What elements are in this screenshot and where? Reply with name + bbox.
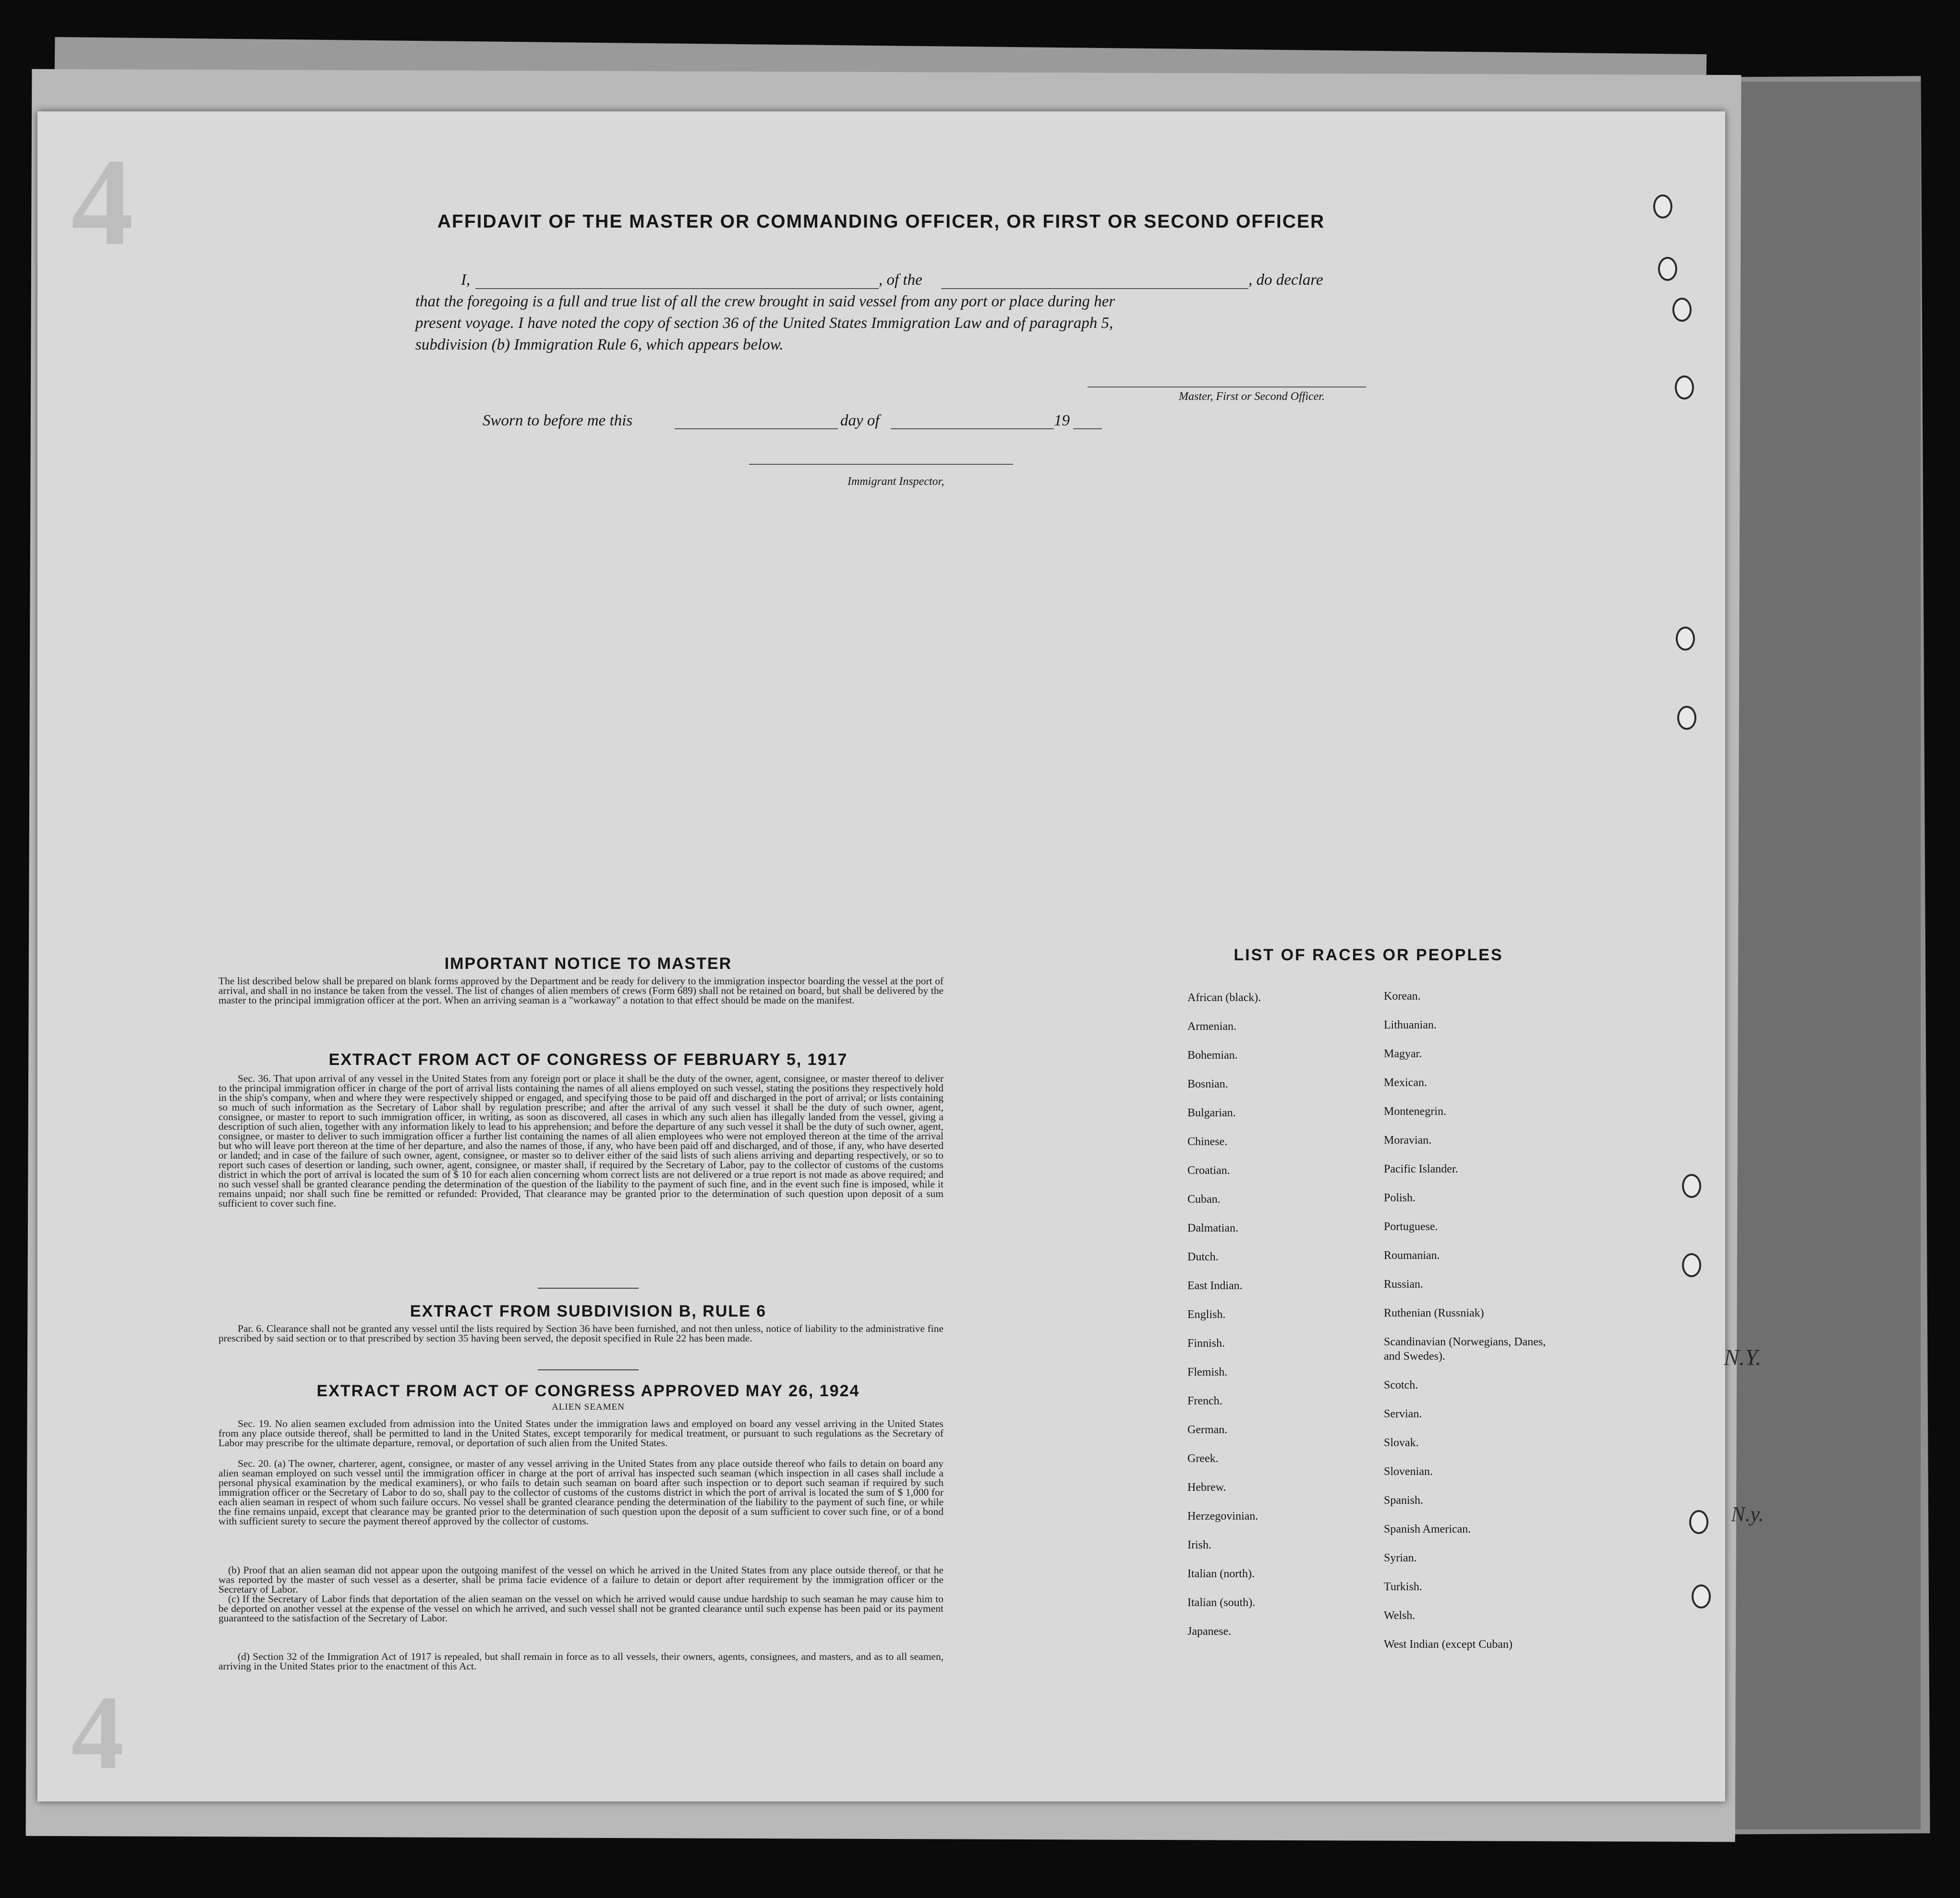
- race-item: French.: [1187, 1395, 1222, 1407]
- punch-hole: [1676, 627, 1695, 651]
- vessel-prefix: , of the: [879, 271, 922, 289]
- race-item: Mexican.: [1384, 1076, 1427, 1089]
- extract-1924-sec20a: Sec. 20. (a) The owner, charterer, agent, consignee, or master of any vessel arriving in the United States from any place outside thereof who fails to detain on board any alien seaman employed on such vessel until the immigration officer in charge at the port of arrival has inspected such seaman (which inspection in all cases shall include a personal physical examination by the medical examiners), or who fails to detain such seaman on board after such inspection or to deport such seaman if required by such immigration officer or the Secretary of Labor to do so, shall pay to the collector of customs of the customs district in which the port of arrival is located the sum of $ 1,000 for each alien seaman in respect of whom such failure occurs. No vessel shall be granted clearance pending the determination of the liability to the payment of such fine, or while the fine remains unpaid, except that clearance may be granted prior to the determination of such question upon the deposit of a sum sufficient to cover such fine, or of a bond with sufficient surety to secure the payment thereof approved by the collector of customs.: [218, 1458, 944, 1527]
- race-item: English.: [1187, 1308, 1226, 1321]
- race-item: Italian (south).: [1187, 1596, 1256, 1609]
- affidavit-title: AFFIDAVIT OF THE MASTER OR COMMANDING OFFICER, OR FIRST OR SECOND OFFICER: [437, 211, 1325, 232]
- signature-label: Master, First or Second Officer.: [1179, 390, 1325, 403]
- race-item: Italian (north).: [1187, 1568, 1255, 1580]
- sworn-year-prefix: 19: [1054, 412, 1070, 429]
- affidavit-line-2: that the foregoing is a full and true list of all the crew brought in said vessel from any port or place during her: [415, 293, 1115, 310]
- race-item: Spanish.: [1384, 1494, 1424, 1507]
- underlying-page-edge: [1729, 82, 1921, 1829]
- extract-rule6-title: EXTRACT FROM SUBDIVISION B, RULE 6: [410, 1302, 767, 1320]
- extract-rule6-text: Par. 6. Clearance shall not be granted any vessel until the lists required by Section 36 have been furnished, and not then unless, notice of liability to the administrative fine prescribed by said section or to that prescribed by section 35 having been served, the deposit specified in Rule 22 has been made.: [218, 1323, 944, 1344]
- handwritten-mark: N.Y.: [1724, 1345, 1762, 1370]
- punch-hole: [1682, 1253, 1701, 1277]
- race-item: Bulgarian.: [1187, 1107, 1236, 1119]
- race-item: East Indian.: [1187, 1280, 1243, 1292]
- race-item: Lithuanian.: [1384, 1019, 1437, 1031]
- extract-1924-sec19: Sec. 19. No alien seamen excluded from admission into the United States under the immigration laws and employed on board any vessel arriving in the United States from any place outside thereof, shall be permitted to land in the United States, except temporarily for medical treatment, or pursuant to such regulations as the Secretary of Labor may prescribe for the ultimate departure, removal, or deportation of such alien from the United States.: [218, 1418, 944, 1449]
- race-item: Herzegovinian.: [1187, 1510, 1258, 1523]
- extract-1924-sec20c: (c) If the Secretary of Labor finds that deportation of the alien seaman on the vessel on which he arrived would cause undue hardship to such seaman he may cause him to be deported on another vessel at the expense of the vessel on which he arrived, and such vessel shall not be granted clearance until such expense has been paid or its payment guaranteed to the satisfaction of the Secretary of Labor.: [218, 1593, 944, 1624]
- bleed-through-number: 4: [71, 133, 133, 271]
- extract-1924-title: EXTRACT FROM ACT OF CONGRESS APPROVED MAY 26, 1924: [316, 1382, 860, 1400]
- race-item: Chinese.: [1187, 1136, 1228, 1148]
- race-item: Hebrew.: [1187, 1481, 1226, 1494]
- sworn-year-line: [1073, 428, 1102, 429]
- race-item: Japanese.: [1187, 1625, 1232, 1638]
- race-item: Montenegrin.: [1384, 1105, 1446, 1118]
- section-divider: [538, 1369, 639, 1370]
- races-right-column: [1384, 989, 1557, 1666]
- race-item: Slovak.: [1384, 1437, 1419, 1449]
- extract-1924-sec20b: (b) Proof that an alien seaman did not appear upon the outgoing manifest of the vessel on which he arrived in the United States from any place outside thereof, or that he was reported by the master of such vessel as a deserter, shall be prima facie evidence of a failure to detain or deport after requirement by the immigration officer or the Secretary of Labor.: [218, 1564, 944, 1595]
- race-item: Bosnian.: [1187, 1078, 1228, 1090]
- sworn-month-prefix: day of: [840, 412, 880, 429]
- declarant-name-line: [475, 288, 879, 289]
- race-item: Pacific Islander.: [1384, 1163, 1458, 1175]
- punch-hole: [1653, 194, 1672, 218]
- punch-hole: [1672, 298, 1692, 322]
- section-divider: [538, 1288, 639, 1289]
- extract-1924-sec20d: (d) Section 32 of the Immigration Act of 1917 is repealed, but shall remain in force as to all vessels, their owners, agents, consignees, and masters, and as to all seamen, arriving in the United States prior to the enactment of this Act.: [218, 1651, 944, 1672]
- vessel-name-line: [941, 288, 1248, 289]
- race-item: Spanish American.: [1384, 1523, 1471, 1535]
- race-item: Polish.: [1384, 1192, 1416, 1204]
- race-item: Syrian.: [1384, 1552, 1417, 1564]
- punch-hole: [1658, 257, 1677, 281]
- declaration-suffix: , do declare: [1248, 271, 1323, 289]
- affidavit-line-3: present voyage. I have noted the copy of section 36 of the United States Immigration Law and of paragraph 5,: [415, 314, 1113, 332]
- races-title: LIST OF RACES OR PEOPLES: [1234, 946, 1503, 964]
- sworn-month-line: [891, 428, 1054, 429]
- race-item: Korean.: [1384, 990, 1421, 1003]
- sworn-day-line: [675, 428, 838, 429]
- race-item: Russian.: [1384, 1278, 1424, 1291]
- inspector-label: Immigrant Inspector,: [847, 475, 944, 488]
- race-item: Magyar.: [1384, 1048, 1422, 1060]
- extract-1917-text: Sec. 36. That upon arrival of any vessel in the United States from any foreign port or place it shall be the duty of the owner, agent, consignee, or master thereof to deliver to the principal immigration officer in charge of the port of arrival lists containing the names of all aliens employed on such vessel, stating the positions they respectively hold in the ship's company, when and where they were respectively shipped or engaged, and specifying those to be paid off and discharged in the port of arrival; or lists containing so much of such information as the Secretary of Labor shall by regulation prescribe; and after the arrival of any such vessel it shall be the duty of such owner, agent, consignee, or master to report to such immigration officer, in writing, as soon as discovered, all cases in which any such alien has illegally landed from the vessel, giving a description of such alien, together with any information likely to lead to his apprehension; and before the departure of any such vessel it shall be the duty of such owner, agent, consignee, or master to deliver to such immigration officer a further list containing the names of all alien employees who were not employed thereon at the time of the arrival but who will leave port thereon at the time of her departure, and also the names of those, if any, who have been paid off and discharged, and of those, if any, who have deserted or landed; and in case of the failure of such owner, agent, consignee, or master so to deliver either of the said lists of such aliens arriving and departing respectively, or so to report such cases of desertion or landing, such owner, agent, consignee, or master shall, if required by the Secretary of Labor, pay to the collector of customs of the customs district in which the port of arrival is located the sum of $ 10 for each alien concerning whom correct lists are not delivered or a true report is not made as above required; and no such vessel shall be granted clearance pending the determination of the question of the liability to the payment of such fine, and in the event such fine is imposed, while it remains unpaid; nor shall such fine be remitted or refunded: Provided, That clearance may be granted prior to the determination of such question upon deposit of a sum sufficient to cover such fine.: [218, 1073, 944, 1209]
- race-item: Cuban.: [1187, 1193, 1221, 1206]
- punch-hole: [1689, 1510, 1708, 1534]
- race-item: Greek.: [1187, 1452, 1219, 1465]
- affidavit-line-4: subdivision (b) Immigration Rule 6, which appears below.: [415, 336, 784, 353]
- race-item: Dalmatian.: [1187, 1222, 1238, 1234]
- punch-hole: [1692, 1584, 1711, 1608]
- sworn-prefix: Sworn to before me this: [483, 412, 633, 429]
- punch-hole: [1682, 1174, 1701, 1198]
- race-item: Welsh.: [1384, 1609, 1416, 1622]
- extract-1917-title: EXTRACT FROM ACT OF CONGRESS OF FEBRUARY 5, 1917: [328, 1051, 848, 1069]
- race-item: Flemish.: [1187, 1366, 1228, 1378]
- punch-hole: [1675, 375, 1694, 399]
- inspector-signature-line: [749, 464, 1013, 465]
- race-item: Ruthenian (Russniak): [1384, 1307, 1484, 1319]
- punch-hole: [1677, 706, 1696, 730]
- notice-text: The list described below shall be prepared on blank forms approved by the Department and be ready for delivery to the immigration inspector boarding the vessel at the port of arrival, and shall in no instance be taken from the vessel. The list of changes of alien members of crews (Form 689) shall not be retained on board, but shall be delivered by the master to the principal immigration officer at the port. When an arriving seaman is a "workaway" a notation to that effect should be made on the manifest.: [218, 975, 944, 1006]
- notice-title: IMPORTANT NOTICE TO MASTER: [444, 955, 732, 973]
- race-item: Moravian.: [1384, 1134, 1432, 1147]
- race-item: Irish.: [1187, 1539, 1211, 1551]
- race-item: Finnish.: [1187, 1337, 1225, 1350]
- race-item: Scotch.: [1384, 1379, 1418, 1391]
- race-item: Bohemian.: [1187, 1049, 1238, 1062]
- race-item: Scandinavian (Norwegians, Danes, and Swedes).: [1384, 1336, 1546, 1363]
- race-item: Portuguese.: [1384, 1221, 1438, 1233]
- race-item: Slovenian.: [1384, 1465, 1433, 1478]
- race-item: German.: [1187, 1424, 1228, 1436]
- race-item: Roumanian.: [1384, 1249, 1440, 1262]
- race-item: Croatian.: [1187, 1164, 1230, 1177]
- race-item: Dutch.: [1187, 1251, 1219, 1263]
- race-item: Turkish.: [1384, 1581, 1422, 1593]
- bleed-through-number-bottom: 4: [71, 1674, 124, 1791]
- extract-1924-subtitle: ALIEN SEAMEN: [552, 1402, 625, 1412]
- declarant-prefix: I,: [461, 271, 471, 289]
- races-left-column: [1187, 991, 1360, 1653]
- race-item: African (black).: [1187, 991, 1261, 1004]
- handwritten-mark: N.y.: [1731, 1502, 1764, 1526]
- race-item: West Indian (except Cuban): [1384, 1638, 1512, 1651]
- race-item: Servian.: [1384, 1408, 1422, 1420]
- race-item: Armenian.: [1187, 1020, 1236, 1033]
